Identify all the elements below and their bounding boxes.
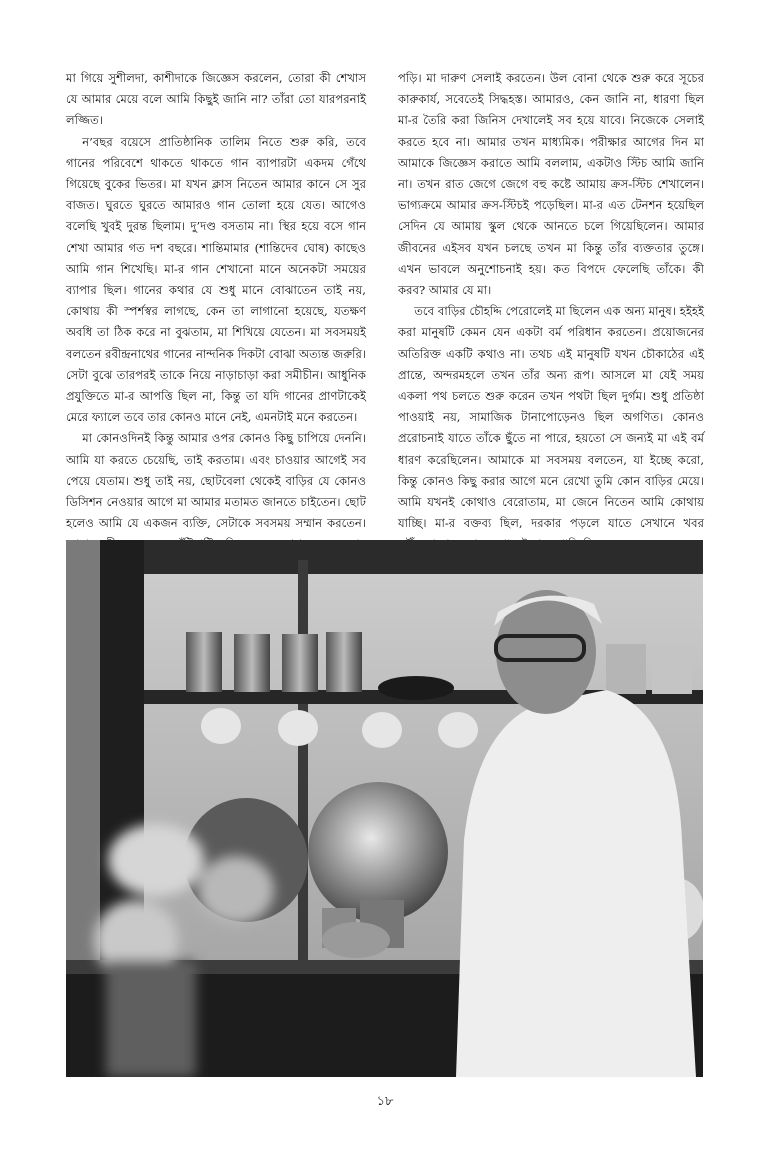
paragraph: মা গিয়ে সুশীলদা, কাশীদাকে জিজ্ঞেস করলেন, তোরা কী শেখাস যে আমার মেয়ে বলে আমি কিছুই জানি না? তাঁরা তো যারপরনাই লজ্জিত। xyxy=(66,71,366,128)
paragraph: পড়ি। মা দারুণ সেলাই করতেন। উল বোনা থেকে শুরু করে সূচের কারুকার্য, সবেতেই সিদ্ধহস্ত। আমারও, কেন জানি না, ধারণা ছিল মা-র তৈরি করা জিনিস দেখালেই সব হয়ে যাবে। নিজেকে সেলাই করতে হবে না। আমার তখন মাধ্যমিক। পরীক্ষার আগের দিন মা আমাকে জিজ্ঞেস করাতে আমি বললাম, একটাও স্টিচ আমি জানি না। তখন রাত জেগে জেগে বহু কষ্টে আমায় ক্রস-স্টিচ শেখালেন। ভাগ্যক্রমে আমার ক্রস-স্টিচই পড়েছিল। মা-র এত টেনশন হয়েছিল সেদিন যে আমায় স্কুল থেকে আনতে চলে গিয়েছিলেন। আমার জীবনের এইসব যখন চলছে তখন মা কিন্তু তাঁর ব্যক্ততার তুঙ্গে। এখন ভাবলে অনুশোচনাই হয়। কত বিপদে ফেলেছি তাঁকে। কী করব? আমার যে মা। xyxy=(398,71,704,298)
right-text-column xyxy=(398,68,704,577)
glass-jar xyxy=(652,644,692,694)
hanging-cup xyxy=(201,708,241,744)
paragraph: তবে বাড়ির চৌহদ্দি পেরোলেই মা ছিলেন এক অন্য মানুষ। হইহই করা মানুষটি কেমন যেন একটা বর্ম পরিধান করতেন। প্রয়োজনের অতিরিক্ত একটি কথাও না। তথচ এই মানুষটি যখন চৌকাঠের এই প্রান্তে, অন্দরমহলে তখন তাঁর অন্য রূপ। আসলে মা যেই সময় একলা পথ চলতে শুরু করেন তখন পথটা ছিল দুর্গম। শুধু প্রতিষ্ঠা পাওয়াই নয়, সামাজিক টানাপোড়েনও ছিল অগণিত। কোনও প্ররোচনাই যাতে তাঁকে ছুঁতে না পারে, হয়তো সে জন্যই মা এই বর্ম ধারণ করেছিলেন। আমাকে মা সবসময় বলতেন, যা ইচ্ছে করো, কিন্তু কোনও কিছু করার আগে মনে রেখো তুমি কোন বাড়ির মেয়ে। আমি যখনই কোথাও বেরোতাম, মা জেনে নিতেন আমি কোথায় যাচ্ছি। মা-র বক্তব্য ছিল, দরকার পড়লে যাতে সেখানে খবর xyxy=(398,304,704,531)
hanging-cup xyxy=(362,712,402,748)
paragraph: ন’বছর বয়েসে প্রাতিষ্ঠানিক তালিম নিতে শুরু করি, তবে গানের পরিবেশে থাকতে থাকতে গান ব্যাপারটা একদম গেঁথে গিয়েছে বুকের ভিতর। মা যখন ক্লাস নিতেন আমার কানে সে সুর বাজত। ঘুরতে ঘুরতে আমারও গান তোলা হয়ে যেত। আগেও বলেছি খুবই দুরন্ত ছিলাম। দু’দণ্ড বসতাম না। স্থির হয়ে বসে গান শেখা আমার গত দশ বছরে। শান্তিমামার (শান্তিদেব ঘোষ) কাছেও আমি গান শিখেছি। মা-র গান শেখানো মানে অনেকটা সময়ের ব্যাপার ছিল। গানের কথার যে শুধু মানে বোঝাতেন তাই নয়, কোথায় কী স্পর্শস্বর লাগছে, কেন তা লাগানো হয়েছে, যতক্ষণ অবধি তা ঠিক করে না বুঝতাম, মা শিখিয়ে যেতেন। মা সবসময়ই বলতেন রবীন্দ্রনাথের গানের নান্দনিক দিকটা বোঝা অত্যন্ত জরুরি। সেটা বুঝে তারপরই তাকে নিয়ে নাড়াচাড়া করা সমীচীন। আধুনিক প্রযুক্তিতে মা-র আপত্তি ছিল না, কিন্তু তা যদি গানের প্রাণটাকেই মেরে ফ্যালে তবে তার কোনও মানে নেই, এমনটাই মনে করতেন। xyxy=(66,134,366,425)
hanging-cup xyxy=(438,712,478,748)
steel-tumbler xyxy=(186,632,222,692)
hanging-cup xyxy=(278,710,318,746)
paragraph: মা কোনওদিনই কিন্তু আমার ওপর কোনও কিছু চাপিয়ে দেননি। আমি যা করতে চেয়েছি, তাই করতাম। এবং চাওয়ার আগেই সব পেয়ে যেতাম। শুধু তাই নয়, ছোটবেলা থেকেই বাড়ির যে কোনও ডিসিশন নেওয়ার আগে মা আমার মতামত জানতে চাইতেন। ছোট হলেও আমি যে একজন ব্যক্তি, সেটাকে সবসময় সম্মান করতেন। xyxy=(66,431,366,531)
steel-tumbler xyxy=(282,634,318,692)
glass-jar xyxy=(606,644,646,694)
left-text-column xyxy=(66,68,366,577)
hand xyxy=(322,922,390,958)
kitchen-photograph xyxy=(66,540,703,1077)
page-number: ১৮ xyxy=(376,1094,394,1109)
woman-in-white-sari xyxy=(456,690,696,1077)
spectacles-on-shelf xyxy=(378,676,454,700)
steel-tumbler xyxy=(234,634,270,692)
top-beam xyxy=(144,540,703,574)
steel-tumbler xyxy=(326,632,362,692)
